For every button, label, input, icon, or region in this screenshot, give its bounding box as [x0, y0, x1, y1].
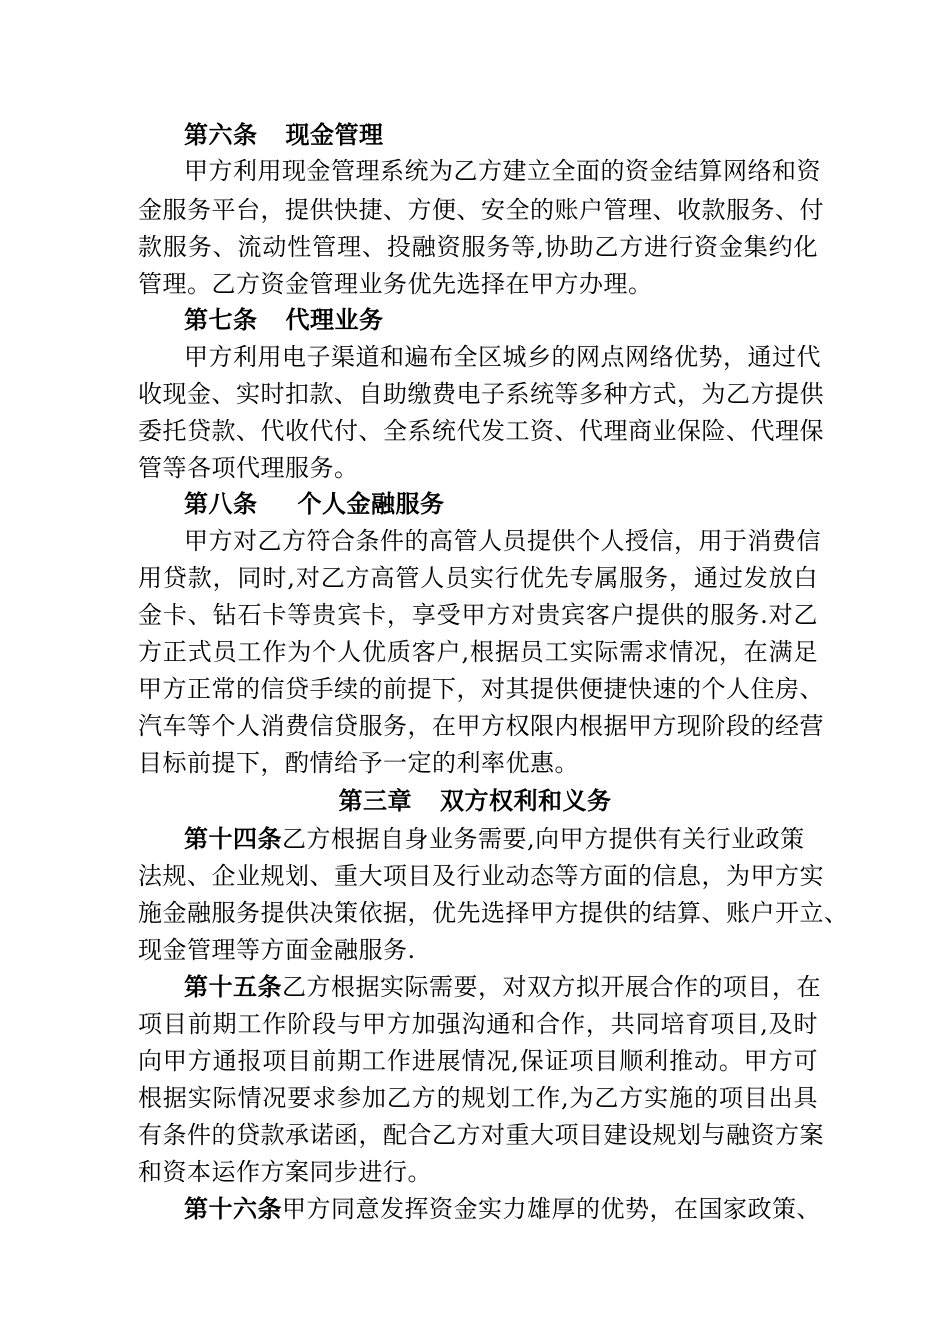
article-6-number: 第六条	[184, 120, 258, 149]
article-14-line-4: 现金管理等方面金融服务.	[138, 936, 416, 964]
article-16-first-text: 甲方同意发挥资金实力雄厚的优势，在国家政策、	[282, 1195, 821, 1223]
article-14-line-2: 法规、企业规划、重大项目及行业动态等方面的信息，为甲方实	[138, 862, 824, 890]
article-15-line-5: 有条件的贷款承诺函，配合乙方对重大项目建设规划与融资方案	[138, 1121, 824, 1149]
article-15-line-6: 和资本运作方案同步进行。	[138, 1158, 432, 1186]
article-8-line-1: 甲方对乙方符合条件的高管人员提供个人授信，用于消费信	[184, 527, 821, 555]
article-16-number: 第十六条	[184, 1194, 282, 1223]
article-8-line-5: 甲方正常的信贷手续的前提下，对其提供便捷快速的个人住房、	[138, 675, 824, 703]
article-7-number: 第七条	[184, 305, 258, 334]
article-7-heading	[184, 299, 818, 341]
article-8-line-4: 方正式员工作为个人优质客户,根据员工实际需求情况，在满足	[138, 638, 818, 666]
article-15-line-4: 根据实际情况要求参加乙方的规划工作,为乙方实施的项目出具	[138, 1084, 818, 1112]
article-8-number: 第八条	[184, 489, 258, 518]
article-14-line-1	[184, 818, 818, 860]
article-6-line-3: 款服务、流动性管理、投融资服务等,协助乙方进行资金集约化	[138, 233, 818, 261]
article-15-line-2: 项目前期工作阶段与甲方加强沟通和合作，共同培育项目,及时	[138, 1010, 818, 1038]
article-7-line-4: 管等各项代理服务。	[138, 454, 359, 482]
article-6-title: 现金管理	[285, 120, 384, 149]
article-8-line-6: 汽车等个人消费信贷服务，在甲方权限内根据甲方现阶段的经营	[138, 712, 824, 740]
article-7-line-3: 委托贷款、代收代付、全系统代发工资、代理商业保险、代理保	[138, 417, 824, 445]
chapter-3-number: 第三章	[338, 786, 412, 815]
article-15-number: 第十五条	[184, 972, 282, 1001]
article-14-number: 第十四条	[184, 824, 282, 853]
article-14-first-text: 乙方根据自身业务需要,向甲方提供有关行业政策	[282, 825, 805, 853]
article-15-line-1	[184, 966, 821, 1008]
article-7-line-1: 甲方利用电子渠道和遍布全区城乡的网点网络优势，通过代	[184, 343, 821, 371]
article-16-line-1	[184, 1188, 821, 1230]
article-6-line-4: 管理。乙方资金管理业务优先选择在甲方办理。	[138, 270, 653, 298]
article-7-title: 代理业务	[285, 305, 384, 334]
article-8-title: 个人金融服务	[297, 489, 445, 518]
article-8-line-3: 金卡、钻石卡等贵宾卡，享受甲方对贵宾客户提供的服务.对乙	[138, 601, 818, 629]
article-8-line-2: 用贷款，同时,对乙方高管人员实行优先专属服务，通过发放白	[138, 564, 818, 592]
article-6-line-1: 甲方利用现金管理系统为乙方建立全面的资金结算网络和资	[184, 157, 821, 185]
article-8-line-7: 目标前提下，酌情给予一定的利率优惠。	[138, 749, 579, 777]
article-7-line-2: 收现金、实时扣款、自助缴费电子系统等多种方式，为乙方提供	[138, 380, 824, 408]
article-14-line-3: 施金融服务提供决策依据，优先选择甲方提供的结算、账户开立、	[138, 899, 849, 927]
chapter-3-heading	[0, 780, 950, 822]
article-15-line-3: 向甲方通报项目前期工作进展情况,保证项目顺利推动。甲方可	[138, 1047, 818, 1075]
chapter-3-title: 双方权利和义务	[440, 786, 612, 815]
article-6-line-2: 金服务平台，提供快捷、方便、安全的账户管理、收款服务、付	[138, 196, 824, 224]
article-15-first-text: 乙方根据实际需要，对双方拟开展合作的项目，在	[282, 973, 821, 1001]
article-8-heading	[184, 483, 818, 525]
